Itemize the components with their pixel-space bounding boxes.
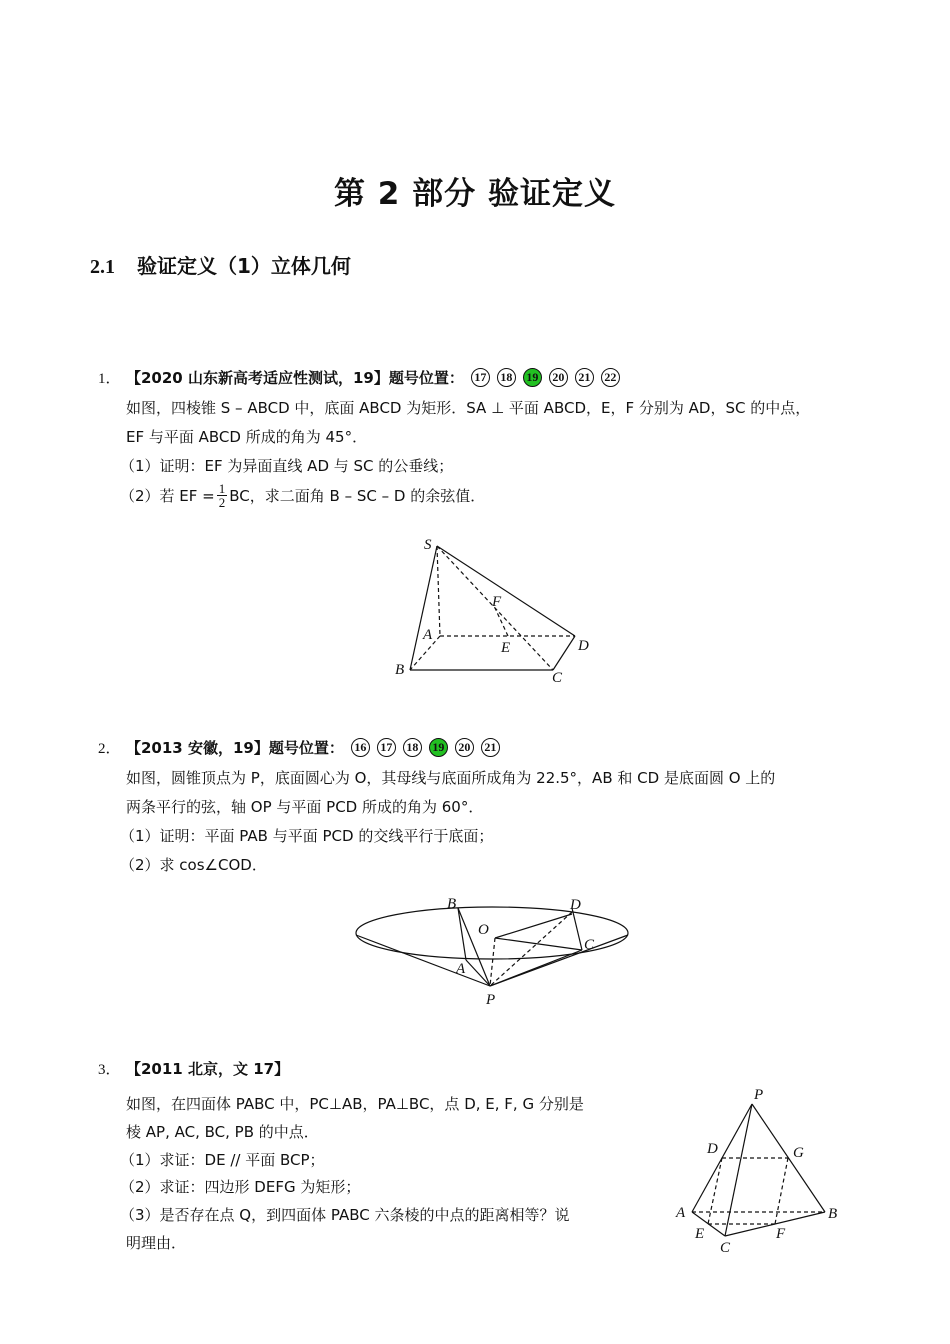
problem-text-line: （2）求证：四边形 DEFG 为矩形； [120,1178,361,1196]
position-badge: 18 [497,368,516,387]
section-heading [90,250,351,279]
label-D: D [570,897,581,913]
problem-text-line: 如图，四棱锥 S – ABCD 中，底面 ABCD 为矩形．SA ⊥ 平面 ABCD，E，F 分别为 AD，SC 的中点， [126,399,811,417]
problem-3-header [98,1058,289,1079]
label-C: C [584,937,595,953]
problem-source: 【2013 安徽，19】题号位置： [126,739,344,757]
edge-SD [437,546,575,636]
label-D: D [578,638,589,654]
problem-text-line: 棱 AP, AC, BC, PB 的中点． [126,1123,319,1141]
edge-PC [490,950,582,986]
problem-2-header [98,737,500,758]
problem-text-line: 如图，圆锥顶点为 P，底面圆心为 O，其母线与底面所成角为 22.5°，AB 和 CD 是底面圆 O 上的 [126,769,776,787]
section-title: 验证定义（1）立体几何 [137,254,351,278]
label-A: A [456,961,466,977]
text-segment: BC，求二面角 B – SC – D 的余弦值． [229,486,486,505]
label-D: D [707,1141,718,1157]
fraction-numerator: 1 [218,481,226,496]
label-G: G [793,1145,804,1161]
edge-SB [410,546,437,670]
cone-figure [350,890,640,1010]
problem-text-line: 如图，在四面体 PABC 中，PC⊥AB，PA⊥BC，点 D, E, F, G 分别是 [126,1095,584,1113]
position-badge: 20 [455,738,474,757]
position-badge: 17 [471,368,490,387]
segment-EF [495,608,508,636]
problem-text-line: （2）求 cos∠COD． [120,856,267,874]
position-badge: 16 [351,738,370,757]
label-B: B [447,896,457,912]
problem-text-line: （1）证明：平面 PAB 与平面 PCD 的交线平行于底面； [120,827,494,845]
problem-source: 【2011 北京，文 17】 [126,1060,290,1078]
label-C: C [720,1240,731,1256]
segment-DE [708,1158,722,1224]
label-B: B [395,662,405,678]
position-badge-highlighted: 19 [523,368,542,387]
position-badge: 17 [377,738,396,757]
position-badge: 18 [403,738,422,757]
label-A: A [676,1205,686,1221]
problem-text-line: 明理由． [126,1234,187,1252]
label-C: C [552,670,563,686]
chord-AB [458,908,466,960]
axis-OP [490,938,495,986]
chord-CD [572,908,582,950]
label-F: F [492,594,502,610]
edge-CD [553,636,575,670]
problem-text-line: 两条平行的弦，轴 OP 与平面 PCD 所成的角为 60°． [126,798,484,816]
text-segment: （2）若 EF = [120,486,215,505]
edge-SA [437,546,440,636]
generatrix-left [356,935,490,986]
segment-OC [495,938,582,950]
part-title: 第 2 部分 验证定义 [334,176,616,212]
problem-1-header [98,367,620,388]
label-S: S [424,537,432,553]
edge-PB [752,1104,825,1212]
label-F: F [776,1226,786,1242]
problem-number: 3． [98,1062,121,1078]
position-badge: 21 [481,738,500,757]
label-A: A [423,627,433,643]
problem-text-line: （1）求证：DE // 平面 BCP； [120,1151,325,1169]
pyramid-figure [380,530,620,690]
label-E: E [501,640,511,656]
position-badge-highlighted: 19 [429,738,448,757]
edge-PA [466,960,490,986]
edge-PD [490,912,572,986]
position-badge: 21 [575,368,594,387]
problem-text-line [120,482,485,509]
problem-number: 2． [98,741,121,757]
label-O: O [478,922,489,938]
label-P: P [754,1087,764,1103]
position-badge: 20 [549,368,568,387]
problem-number: 1． [98,371,121,387]
edge-PC [725,1104,752,1236]
problem-text-line: EF 与平面 ABCD 所成的角为 45°． [126,428,368,446]
segment-OD [495,914,572,938]
section-number: 2.1 [90,256,115,278]
problem-text-line: （3）是否存在点 Q，到四面体 PABC 六条棱的中点的距离相等？说 [120,1206,570,1224]
label-E: E [695,1226,705,1242]
position-badge: 22 [601,368,620,387]
tetrahedron-figure [670,1080,850,1260]
problem-source: 【2020 山东新高考适应性测试，19】题号位置： [126,369,464,387]
segment-GF [775,1158,788,1224]
problem-text-line: （1）证明：EF 为异面直线 AD 与 SC 的公垂线； [120,457,454,475]
label-B: B [828,1206,838,1222]
fraction [217,482,228,509]
label-P: P [486,992,496,1008]
fraction-denominator: 2 [218,495,226,510]
